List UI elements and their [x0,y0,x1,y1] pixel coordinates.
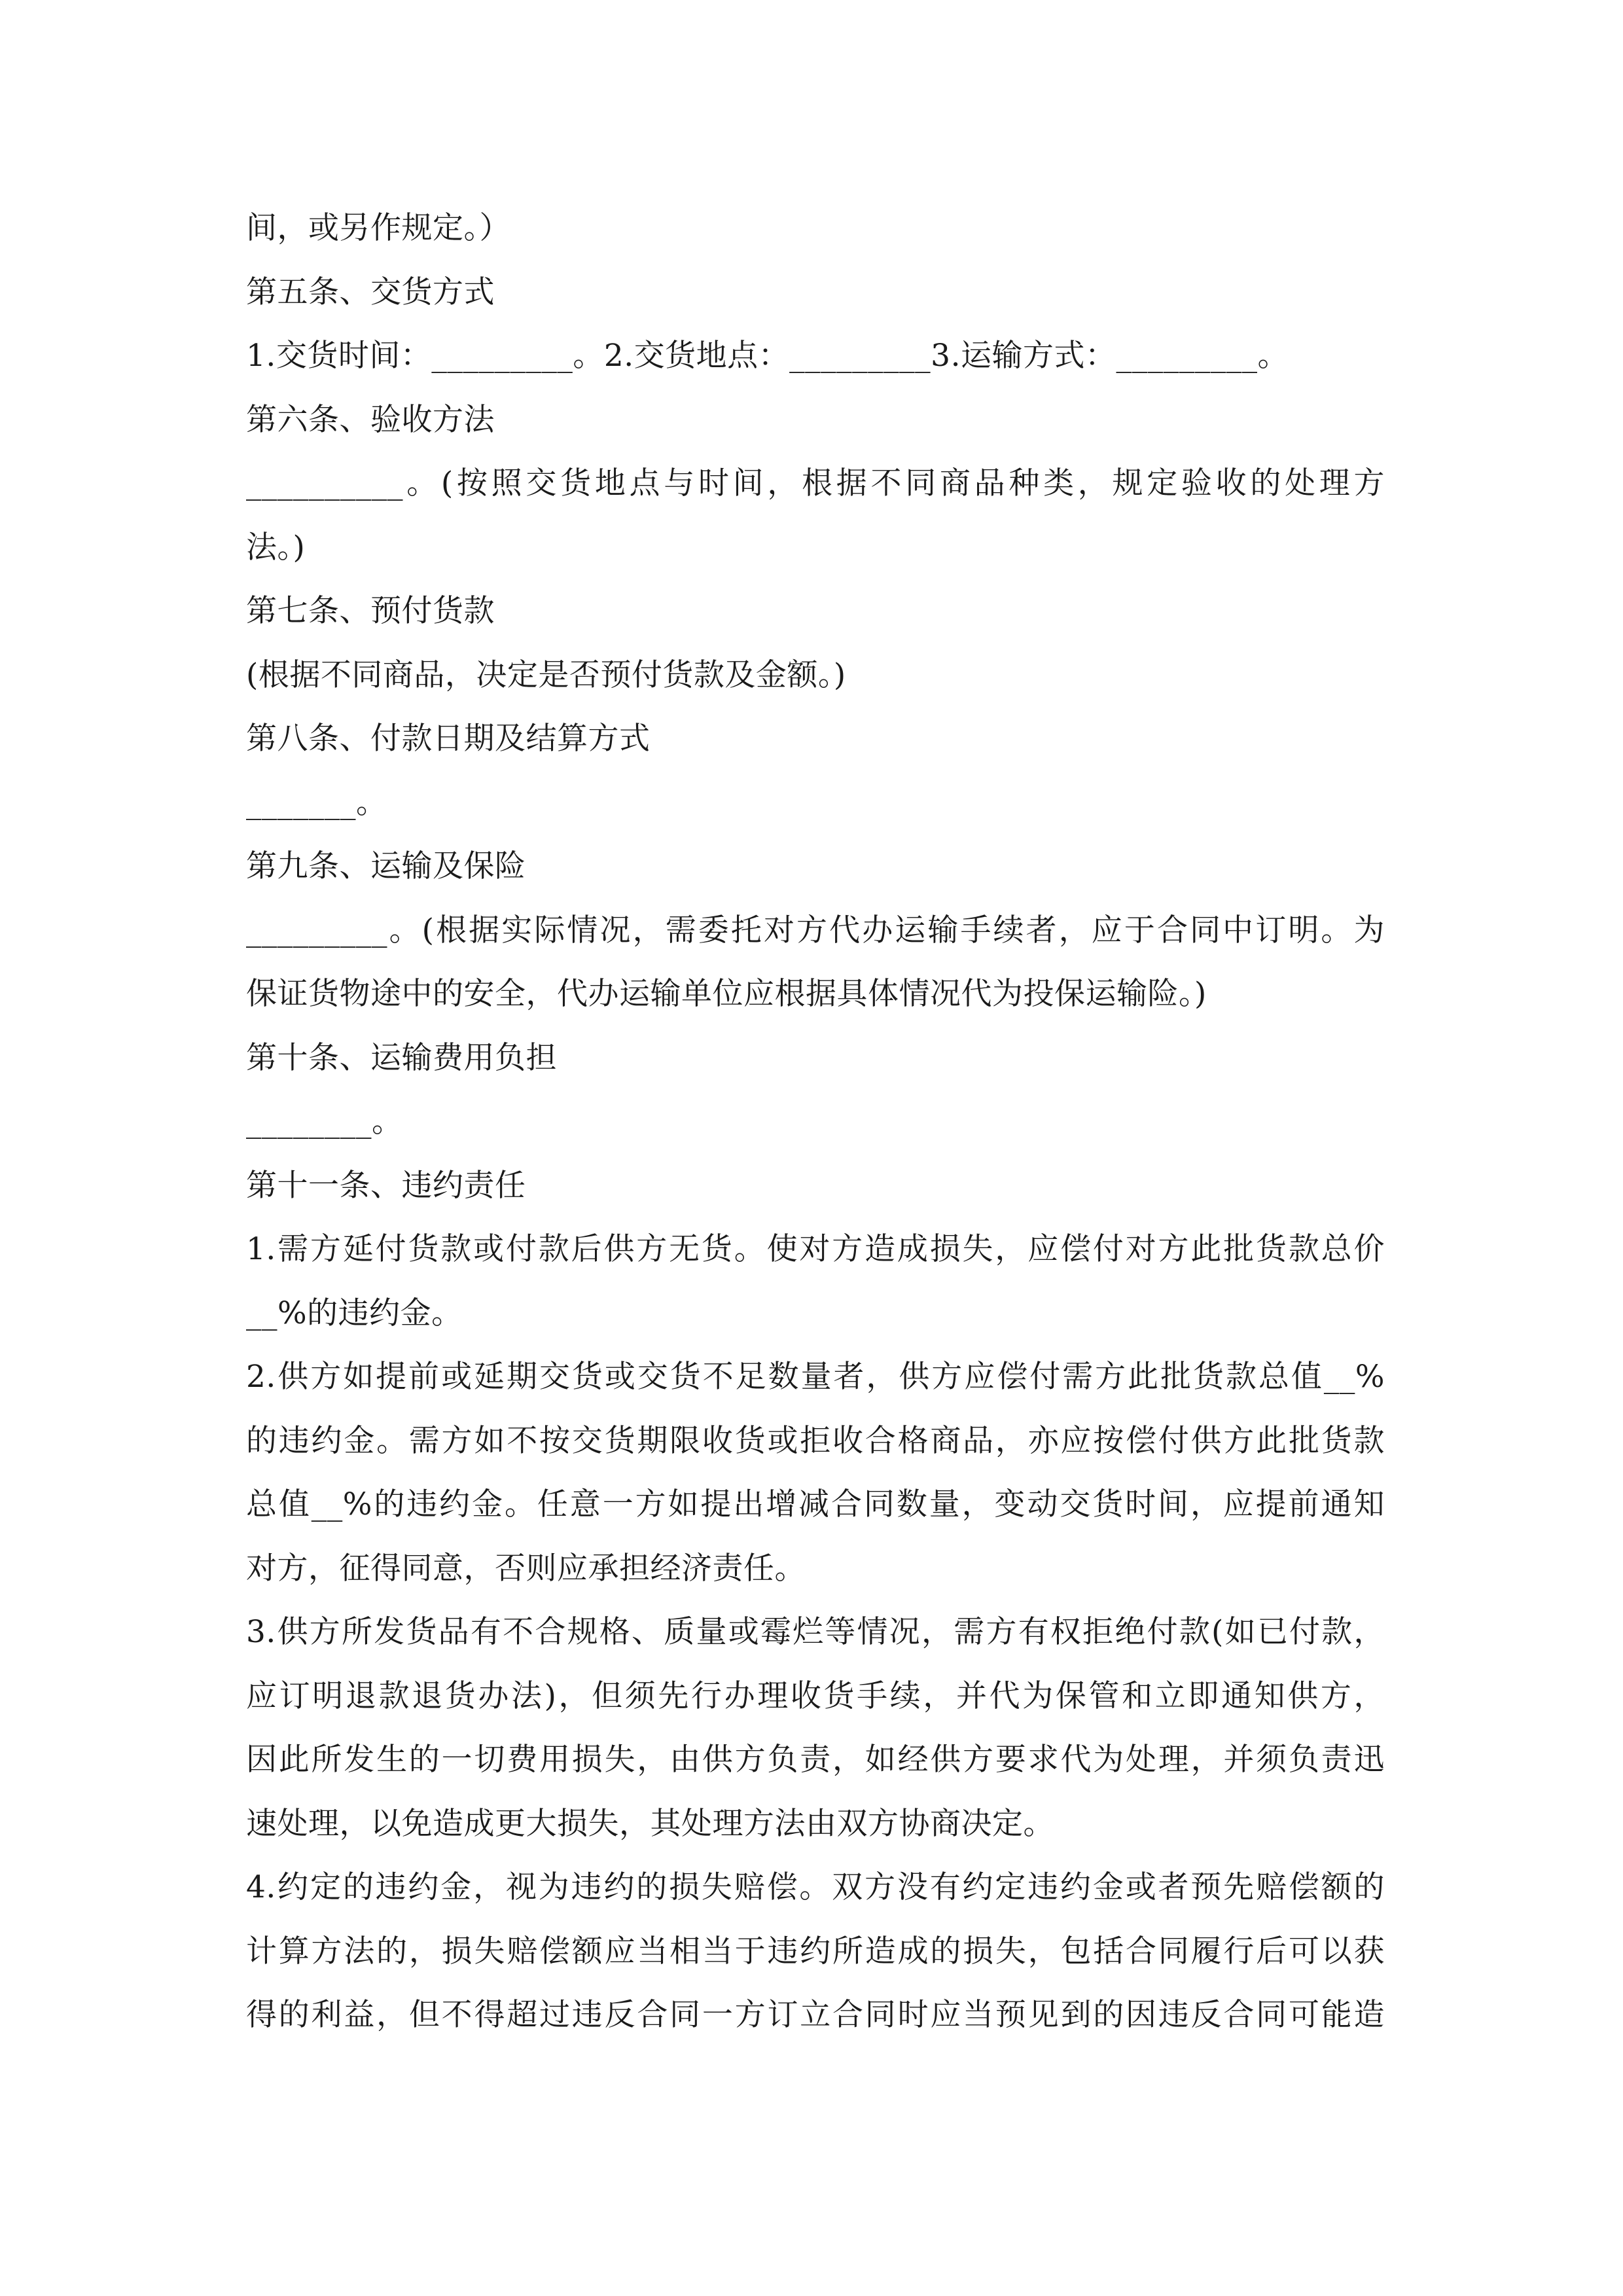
text-line: 2.供方如提前或延期交货或交货不足数量者，供方应偿付需方此批货款总值__% [246,1359,1385,1395]
text-line: 得的利益，但不得超过违反合同一方订立合同时应当预见到的因违反合同可能造 [246,1997,1385,2033]
text-line: 速处理，以免造成更大损失，其处理方法由双方协商决定。 [246,1805,1054,1842]
text-line: 计算方法的，损失赔偿额应当相当于违约所造成的损失，包括合同履行后可以获 [246,1933,1385,1969]
section-heading: 第九条、运输及保险 [246,848,526,884]
text-line: 4.约定的违约金，视为违约的损失赔偿。双方没有约定违约金或者预先赔偿额的 [246,1869,1385,1905]
section-heading: 第十条、运输费用负担 [246,1039,557,1076]
text-line: (根据不同商品，决定是否预付货款及金额。) [246,656,846,693]
text-line: __%的违约金。 [246,1295,463,1331]
text-line: 3.供方所发货品有不合规格、质量或霉烂等情况，需方有权拒绝付款(如已付款， [246,1614,1385,1650]
section-heading: 第七条、预付货款 [246,593,495,629]
text-line: 的违约金。需方如不按交货期限收货或拒收合格商品，亦应按偿付供方此批货款 [246,1422,1385,1459]
text-line: 法。) [246,529,306,565]
text-line: 保证货物途中的安全，代办运输单位应根据具体情况代为投保运输险。) [246,976,1207,1012]
document-page [246,196,1385,2047]
section-heading: 第八条、付款日期及结算方式 [246,721,651,757]
text-line: 对方，征得同意，否则应承担经济责任。 [246,1550,806,1587]
text-line: 因此所发生的一切费用损失，由供方负责，如经供方要求代为处理，并须负责迅 [246,1742,1385,1778]
text-line: __________。(按照交货地点与时间，根据不同商品种类，规定验收的处理方 [246,465,1385,501]
text-line: ________。 [246,1103,403,1139]
text-line: 总值__%的违约金。任意一方如提出增减合同数量，变动交货时间，应提前通知 [246,1486,1385,1522]
text-line: 1.需方延付货款或付款后供方无货。使对方造成损失，应偿付对方此批货款总价 [246,1231,1385,1267]
text-line: _______。 [246,784,387,821]
text-line: 应订明退款退货办法)，但须先行办理收货手续，并代为保管和立即通知供方， [246,1677,1385,1714]
section-heading: 第六条、验收方法 [246,401,495,438]
section-heading: 第五条、交货方式 [246,274,495,310]
text-line: _________。(根据实际情况，需委托对方代办运输手续者，应于合同中订明。为 [246,912,1385,948]
text-line: 1.交货时间：_________。2.交货地点：_________3.运输方式：_________。 [246,338,1289,374]
section-heading: 第十一条、违约责任 [246,1167,526,1204]
text-line: 间，或另作规定。） [246,210,510,246]
